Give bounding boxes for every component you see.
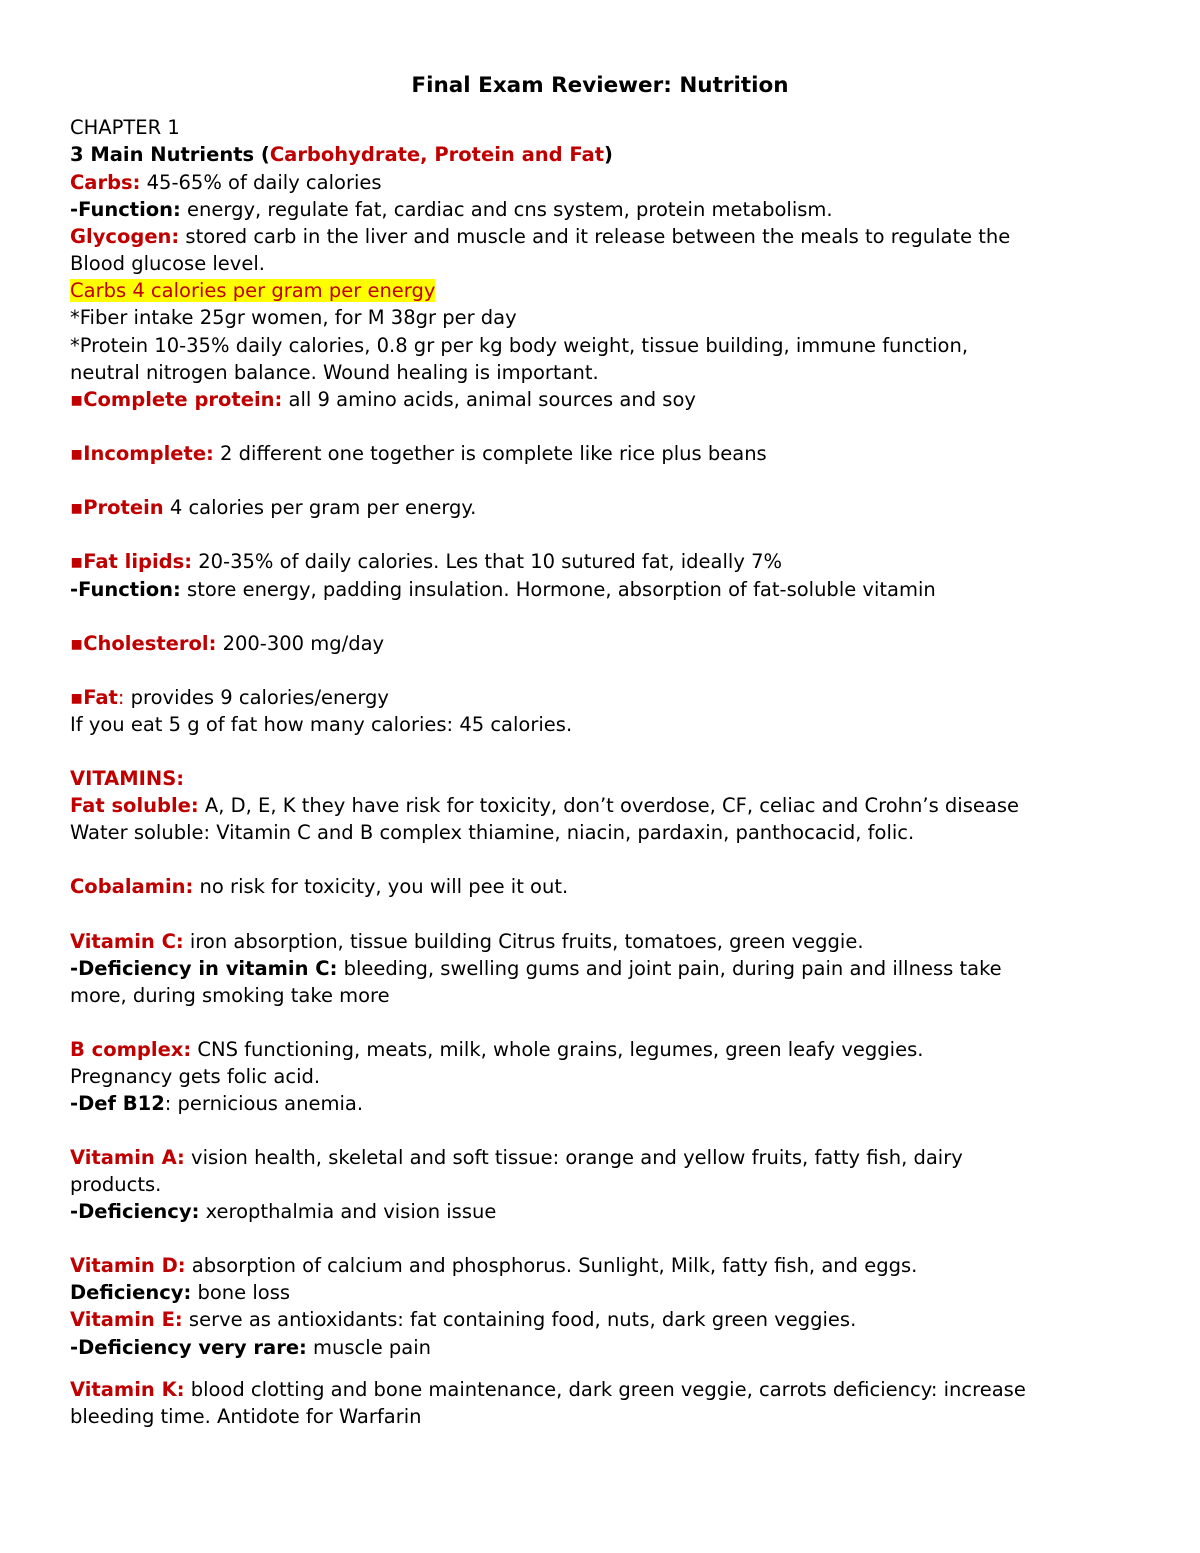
vitamin-a-line <box>70 1145 1140 1171</box>
vitamin-k-line-2: bleeding time. Antidote for Warfarin <box>70 1405 422 1428</box>
vitamin-d-label: Vitamin D: <box>70 1254 186 1277</box>
glycogen-text: stored carb in the liver and muscle and it release between the meals to regulate the <box>179 225 1011 248</box>
vitamin-k-line <box>70 1377 1140 1403</box>
main-nutrients-close: ) <box>604 143 613 166</box>
vitamin-e-deficiency-text: muscle pain <box>306 1336 431 1359</box>
fat-line <box>70 685 1140 711</box>
protein-calories-label: ▪Protein <box>70 496 164 519</box>
fat-lipids-text: 20-35% of daily calories. Les that 10 sutured fat, ideally 7% <box>192 550 783 573</box>
vitamin-e-deficiency-label: -Deficiency very rare: <box>70 1336 307 1359</box>
vitamin-a-text: vision health, skeletal and soft tissue: orange and yellow fruits, fatty fish, dairy <box>184 1146 963 1169</box>
vitamin-d-deficiency-text: bone loss <box>191 1281 291 1304</box>
carbs-text: 45-65% of daily calories <box>140 171 382 194</box>
def-b12-line <box>70 1091 1140 1117</box>
main-nutrients-label: 3 Main Nutrients ( <box>70 143 270 166</box>
vitamin-c-deficiency-line <box>70 956 1140 982</box>
fat-colon: : <box>117 686 125 709</box>
vitamin-c-label: Vitamin C: <box>70 930 184 953</box>
vitamin-a-label: Vitamin A: <box>70 1146 185 1169</box>
cholesterol-text: 200-300 mg/day <box>216 632 385 655</box>
vitamin-c-deficiency-line-2: more, during smoking take more <box>70 984 390 1007</box>
document-title: Final Exam Reviewer: Nutrition <box>411 73 789 98</box>
cobalamin-text: no risk for toxicity, you will pee it out. <box>193 875 569 898</box>
fat-text: provides 9 calories/energy <box>124 686 389 709</box>
vitamin-e-deficiency-line <box>70 1335 1140 1361</box>
incomplete-label: ▪Incomplete: <box>70 442 214 465</box>
cobalamin-label: Cobalamin: <box>70 875 194 898</box>
fat-soluble-line <box>70 793 1140 819</box>
vitamin-c-text: iron absorption, tissue building Citrus fruits, tomatoes, green veggie. <box>183 930 864 953</box>
b-complex-label: B complex: <box>70 1038 192 1061</box>
def-b12-text: : pernicious anemia. <box>164 1092 364 1115</box>
vitamin-k-label: Vitamin K: <box>70 1378 185 1401</box>
fat-lipids-label: ▪Fat lipids: <box>70 550 193 573</box>
complete-protein-label: ▪Complete protein: <box>70 388 283 411</box>
glycogen-line-2: Blood glucose level. <box>70 252 265 275</box>
fat-function-label: -Function: <box>70 578 181 601</box>
b-complex-text: CNS functioning, meats, milk, whole grains, legumes, green leafy veggies. <box>191 1038 924 1061</box>
vitamin-c-line <box>70 929 1140 955</box>
carbs-calories-highlight: Carbs 4 calories per gram per energy <box>70 279 436 302</box>
vitamin-d-line <box>70 1253 1140 1279</box>
fat-label: ▪Fat <box>70 686 118 709</box>
carb-function-text: energy, regulate fat, cardiac and cns system, protein metabolism. <box>180 198 833 221</box>
vitamin-e-label: Vitamin E: <box>70 1308 183 1331</box>
cobalamin-line <box>70 874 1140 900</box>
def-b12-label: -Def B12 <box>70 1092 165 1115</box>
protein-note-line-1: *Protein 10-35% daily calories, 0.8 gr per kg body weight, tissue building, immune function, <box>70 334 969 357</box>
complete-protein-line <box>70 387 1140 413</box>
vitamin-a-deficiency-line <box>70 1199 1140 1225</box>
incomplete-text: 2 different one together is complete like rice plus beans <box>213 442 767 465</box>
vitamin-c-deficiency-text: bleeding, swelling gums and joint pain, during pain and illness take <box>337 957 1002 980</box>
carb-function-line <box>70 197 1140 223</box>
fat-function-line <box>70 577 1140 603</box>
carbs-label: Carbs: <box>70 171 141 194</box>
vitamin-c-deficiency-label: -Deficiency in vitamin C: <box>70 957 338 980</box>
protein-note-line-2: neutral nitrogen balance. Wound healing is important. <box>70 361 599 384</box>
fat-soluble-label: Fat soluble: <box>70 794 199 817</box>
vitamin-d-text: absorption of calcium and phosphorus. Sunlight, Milk, fatty fish, and eggs. <box>185 1254 918 1277</box>
glycogen-line <box>70 224 1140 250</box>
fat-function-text: store energy, padding insulation. Hormone, absorption of fat-soluble vitamin <box>180 578 936 601</box>
vitamin-a-line-2: products. <box>70 1173 162 1196</box>
fiber-line: *Fiber intake 25gr women, for M 38gr per day <box>70 306 517 329</box>
fat-lipids-line <box>70 549 1140 575</box>
main-nutrients-list: Carbohydrate, Protein and Fat <box>269 143 605 166</box>
vitamin-a-deficiency-text: xeropthalmia and vision issue <box>199 1200 497 1223</box>
b-complex-line <box>70 1037 1140 1063</box>
carb-function-label: -Function: <box>70 198 181 221</box>
vitamin-a-deficiency-label: -Deficiency: <box>70 1200 200 1223</box>
incomplete-line <box>70 441 1140 467</box>
glycogen-label: Glycogen: <box>70 225 180 248</box>
vitamin-d-deficiency-label: Deficiency: <box>70 1281 192 1304</box>
water-soluble-line: Water soluble: Vitamin C and B complex thiamine, niacin, pardaxin, panthocacid, folic. <box>70 821 915 844</box>
protein-calories-text: 4 calories per gram per energy. <box>163 496 477 519</box>
chapter-heading: CHAPTER 1 <box>70 116 180 139</box>
vitamin-k-text: blood clotting and bone maintenance, dark green veggie, carrots deficiency: increase <box>184 1378 1026 1401</box>
vitamins-heading: VITAMINS: <box>70 767 185 790</box>
vitamin-e-text: serve as antioxidants: fat containing food, nuts, dark green veggies. <box>182 1308 857 1331</box>
cholesterol-label: ▪Cholesterol: <box>70 632 217 655</box>
vitamin-d-deficiency-line <box>70 1280 1140 1306</box>
fat-question-line: If you eat 5 g of fat how many calories: 45 calories. <box>70 713 573 736</box>
complete-protein-text: all 9 amino acids, animal sources and soy <box>282 388 696 411</box>
b-complex-line-2: Pregnancy gets folic acid. <box>70 1065 321 1088</box>
fat-soluble-text: A, D, E, K they have risk for toxicity, don’t overdose, CF, celiac and Crohn’s disease <box>198 794 1019 817</box>
carbs-calories-line <box>70 278 1140 304</box>
protein-calories-line <box>70 495 1140 521</box>
cholesterol-line <box>70 631 1140 657</box>
main-nutrients-line <box>70 142 1140 168</box>
vitamin-e-line <box>70 1307 1140 1333</box>
carbs-line <box>70 170 1140 196</box>
